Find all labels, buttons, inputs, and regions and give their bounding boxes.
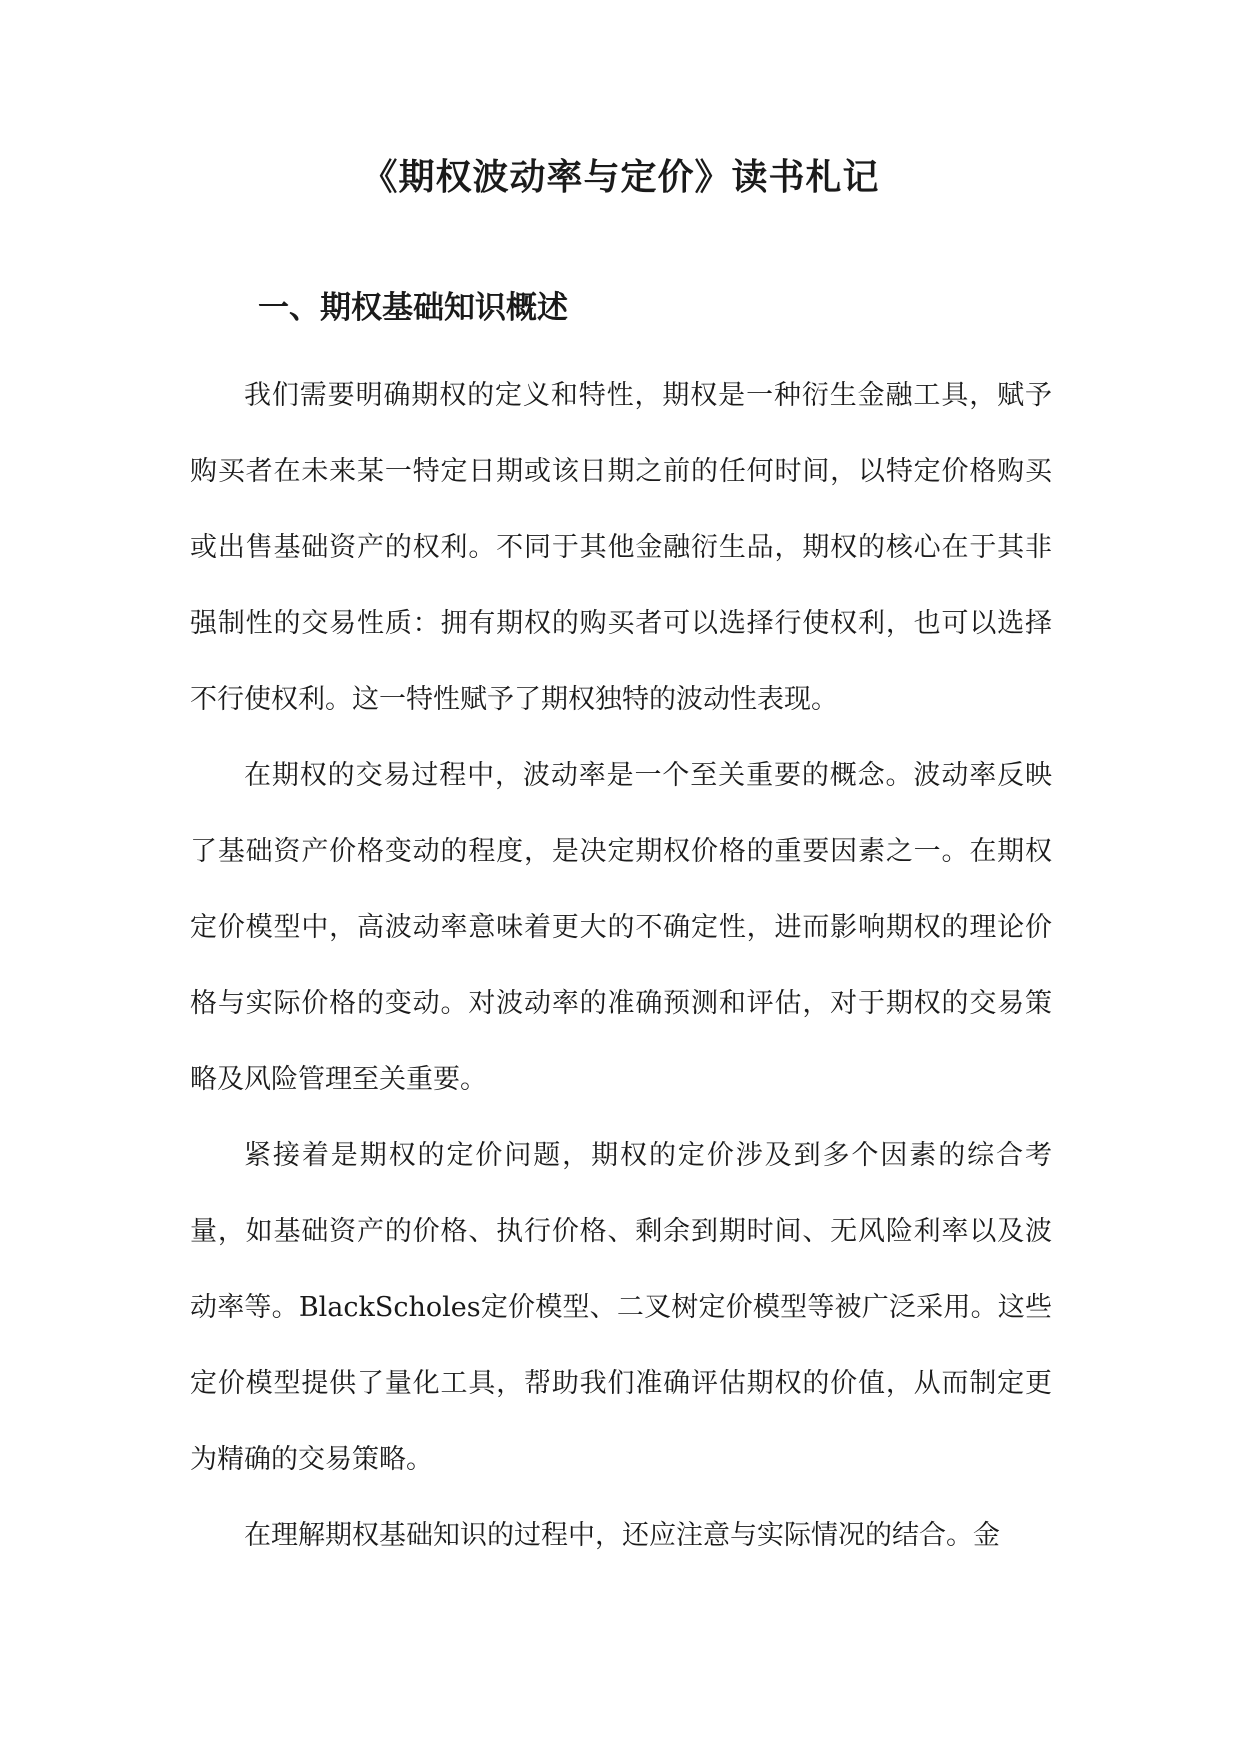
body-text <box>190 358 1052 1574</box>
paragraph: 我们需要明确期权的定义和特性，期权是一种衍生金融工具，赋予购买者在未来某一特定日期或该日期之前的任何时间，以特定价格购买或出售基础资产的权利。不同于其他金融衍生品，期权的核心在于其非强制性的交易性质：拥有期权的购买者可以选择行使权利，也可以选择不行使权利。这一特性赋予了期权独特的波动性表现。 <box>190 380 1052 715</box>
paragraph: 在期权的交易过程中，波动率是一个至关重要的概念。波动率反映了基础资产价格变动的程度，是决定期权价格的重要因素之一。在期权定价模型中，高波动率意味着更大的不确定性，进而影响期权的理论价格与实际价格的变动。对波动率的准确预测和评估，对于期权的交易策略及风险管理至关重要。 <box>190 760 1052 1095</box>
section-heading: 一、期权基础知识概述 <box>258 290 568 326</box>
paragraph: 紧接着是期权的定价问题，期权的定价涉及到多个因素的综合考量，如基础资产的价格、执行价格、剩余到期时间、无风险利率以及波动率等。BlackScholes定价模型、二叉树定价模型等被广泛采用。这些定价模型提供了量化工具，帮助我们准确评估期权的价值，从而制定更为精确的交易策略。 <box>190 1140 1052 1475</box>
document-title: 《期权波动率与定价》读书札记 <box>361 157 880 198</box>
paragraph: 在理解期权基础知识的过程中，还应注意与实际情况的结合。金 <box>244 1520 1000 1551</box>
